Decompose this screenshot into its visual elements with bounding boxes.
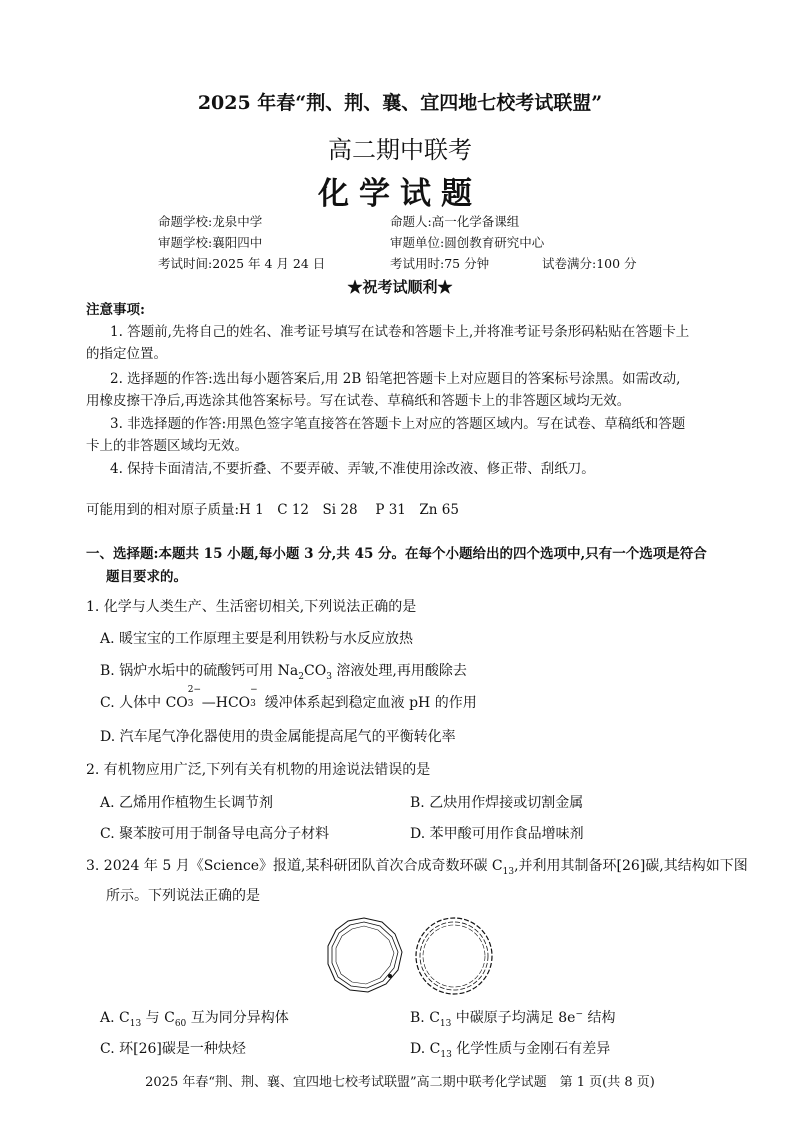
exam-subtitle: 高二期中联考 bbox=[328, 136, 472, 164]
atomic-mass-line: 可能用到的相对原子质量:H 1 C 12 Si 28 P 31 Zn 65 bbox=[86, 502, 459, 518]
reviewer-unit: 审题单位:圆创教育研究中心 bbox=[390, 235, 545, 250]
notice-heading: 注意事项: bbox=[86, 302, 145, 318]
question-1-option-b: B. 锅炉水垢中的硫酸钙可用 $Na_2CO_3$ 溶液处理,再用酸除去 bbox=[100, 663, 467, 682]
question-3-option-a: A. $C_{13}$ 与 $C_{60}$ 互为同分异构体 bbox=[100, 1010, 289, 1029]
notice-item-4: 4. 保持卡面清洁,不要折叠、不要弄破、弄皱,不准使用涂改液、修正带、刮纸刀。 bbox=[110, 461, 595, 477]
exam-alliance-title: 2025 年春“荆、荆、襄、宜四地七校考试联盟” bbox=[197, 92, 603, 114]
question-2-option-c: C. 聚苯胺可用于制备导电高分子材料 bbox=[100, 826, 330, 842]
notice-item-3: 3. 非选择题的作答:用黑色签字笔直接答在答题卡上对应的答题区域内。写在试卷、草稿纸和答题 bbox=[110, 416, 686, 432]
question-3-stem-cont: 所示。下列说法正确的是 bbox=[106, 888, 260, 904]
c13-ring-diagram bbox=[328, 918, 402, 992]
question-2-stem: 2. 有机物应用广泛,下列有关有机物的用途说法错误的是 bbox=[86, 762, 431, 778]
question-3-stem: 3. 2024 年 5 月《Science》报道,某科研团队首次合成奇数环碳 $C_{13}$,并利用其制备环[26]碳,其结构如下图 bbox=[86, 858, 748, 877]
radical-dot bbox=[388, 974, 392, 978]
good-luck-banner: ★祝考试顺利★ bbox=[347, 278, 453, 296]
exam-duration: 考试用时:75 分钟 bbox=[390, 256, 490, 271]
proposer: 命题人:高一化学备课组 bbox=[390, 214, 520, 229]
subject-title: 化学试题 bbox=[318, 176, 482, 212]
proposer-school: 命题学校:龙泉中学 bbox=[158, 214, 263, 229]
question-2-option-b: B. 乙炔用作焊接或切割金属 bbox=[410, 795, 584, 811]
question-2-option-d: D. 苯甲酸可用作食品增味剂 bbox=[410, 826, 584, 842]
question-1-option-d: D. 汽车尾气净化器使用的贵金属能提高尾气的平衡转化率 bbox=[100, 729, 456, 745]
section-heading: 一、选择题:本题共 15 小题,每小题 3 分,共 45 分。在每个小题给出的四个选项中,只有一个选项是符合 bbox=[86, 546, 707, 562]
notice-item-1-cont: 的指定位置。 bbox=[86, 346, 167, 362]
question-1-option-a: A. 暖宝宝的工作原理主要是利用铁粉与水反应放热 bbox=[100, 631, 414, 647]
exam-time: 考试时间:2025 年 4 月 24 日 bbox=[158, 256, 326, 271]
question-3-option-d: D. $C_{13}$ 化学性质与金刚石有差异 bbox=[410, 1041, 611, 1060]
notice-item-1: 1. 答题前,先将自己的姓名、准考证号填写在试卷和答题卡上,并将准考证号条形码粘贴在答题卡上 bbox=[110, 324, 690, 340]
notice-item-2-cont: 用橡皮擦干净后,再选涂其他答案标号。写在试卷、草稿纸和答题卡上的非答题区域均无效。 bbox=[86, 393, 631, 409]
notice-item-3-cont: 卡上的非答题区域均无效。 bbox=[86, 438, 248, 454]
reviewer-school: 审题学校:襄阳四中 bbox=[158, 235, 263, 250]
section-heading-cont: 题目要求的。 bbox=[106, 569, 187, 585]
cyclo-26-carbon-ring-diagram bbox=[416, 918, 492, 994]
full-score: 试卷满分:100 分 bbox=[542, 256, 637, 271]
question-1-option-c: C. 人体中 CO 2− 3 —HCO − 3 缓冲体系起到稳定血液 pH 的作用 bbox=[100, 685, 477, 711]
cyclocarbon-structure-figure bbox=[320, 912, 500, 1000]
question-3-option-b: B. $C_{13}$ 中碳原子均满足 8e− 结构 bbox=[410, 1009, 616, 1029]
notice-item-2: 2. 选择题的作答:选出每小题答案后,用 2B 铅笔把答题卡上对应题目的答案标号涂黑。如需改动, bbox=[110, 371, 681, 387]
question-1-stem: 1. 化学与人类生产、生活密切相关,下列说法正确的是 bbox=[86, 599, 417, 615]
question-2-option-a: A. 乙烯用作植物生长调节剂 bbox=[100, 795, 274, 811]
page-footer: 2025 年春“荆、荆、襄、宜四地七校考试联盟”高二期中联考化学试题 第 1 页(共 8 页) bbox=[145, 1075, 655, 1090]
question-3-option-c: C. 环[26]碳是一种炔烃 bbox=[100, 1041, 246, 1057]
